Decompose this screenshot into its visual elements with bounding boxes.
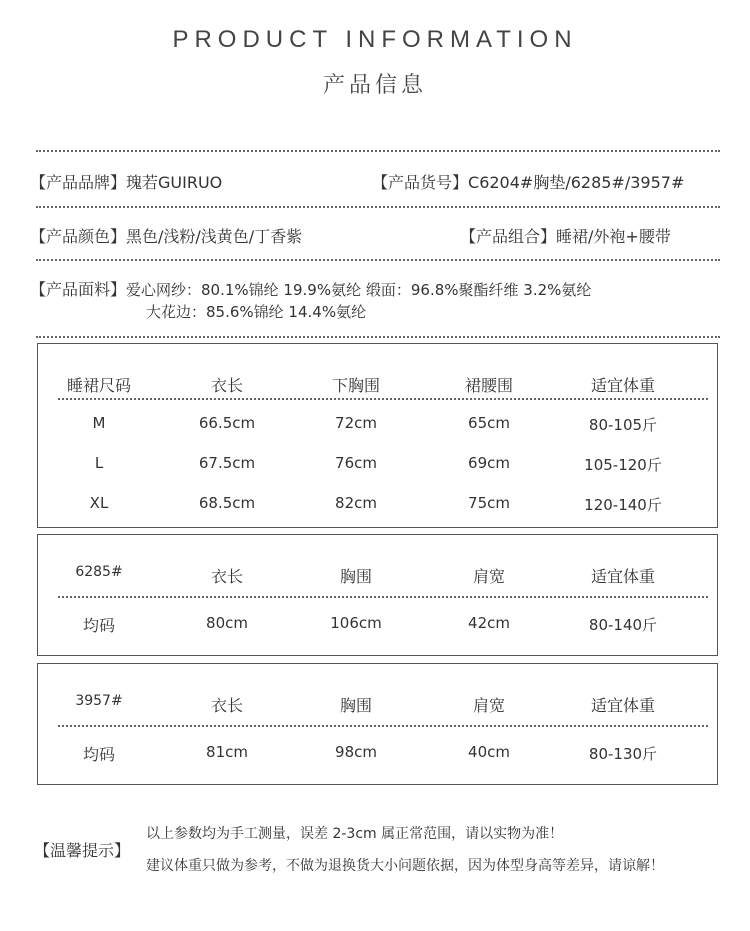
table-cell: 42cm [468, 614, 510, 632]
table-header-cell: 睡裙尺码 [66, 376, 132, 395]
table-cell: 75cm [468, 494, 510, 512]
tips-line-1: 以上参数均为手工测量，误差 2-3cm 属正常范围，请以实物为准！ [146, 826, 564, 842]
table-header-cell: 肩宽 [472, 567, 506, 586]
divider [36, 206, 720, 208]
table-cell: 68.5cm [198, 494, 256, 512]
fabric-label: 【产品面料】 [30, 280, 127, 299]
table-cell: 80-140斤 [588, 616, 658, 634]
table-header-cell: 衣长 [210, 567, 244, 586]
table-header-cell: 下胸围 [331, 376, 381, 395]
table-cell: 66.5cm [198, 414, 256, 432]
table-header-cell: 适宜体重 [590, 376, 656, 395]
table-cell: 98cm [335, 743, 377, 761]
divider [36, 259, 720, 261]
table-divider [58, 596, 708, 598]
table-header-cell: 衣长 [210, 696, 244, 715]
table-cell: 105-120斤 [584, 456, 662, 474]
color-label: 【产品颜色】 [30, 227, 127, 246]
table-cell: XL [89, 494, 109, 512]
size-table-6285 [37, 534, 718, 656]
tips-line-2: 建议体重只做为参考，不做为退换货大小问题依据，因为体型身高等差异，请谅解！ [146, 858, 664, 874]
table-header-cell: 胸围 [339, 696, 373, 715]
title-english: PRODUCT INFORMATION [172, 26, 578, 53]
table-cell: 72cm [335, 414, 377, 432]
divider [36, 336, 720, 338]
table-cell: 120-140斤 [584, 496, 662, 514]
table-header-cell: 适宜体重 [590, 567, 656, 586]
table-cell: 81cm [206, 743, 248, 761]
table-cell: 40cm [468, 743, 510, 761]
sku-label: 【产品货号】 [372, 173, 469, 192]
fabric-line-2: 大花边：85.6%锦纶 14.4%氨纶 [146, 303, 367, 321]
combo-value: 睡裙/外袍+腰带 [556, 227, 671, 246]
table-header-cell: 6285# [75, 564, 123, 580]
table-header-cell: 肩宽 [472, 696, 506, 715]
table-header-cell: 胸围 [339, 567, 373, 586]
table-cell: 均码 [82, 616, 116, 635]
table-cell: M [92, 414, 106, 432]
table-header-cell: 衣长 [210, 376, 244, 395]
table-cell: 65cm [468, 414, 510, 432]
combo-row [460, 224, 671, 247]
table-divider [58, 398, 708, 400]
table-cell: 80-130斤 [588, 745, 658, 763]
title-chinese: 产品信息 [322, 73, 427, 98]
table-cell: 82cm [335, 494, 377, 512]
sku-value: C6204#胸垫/6285#/3957# [468, 173, 685, 192]
tips-label: 【温馨提示】 [34, 841, 131, 860]
table-cell: 80-105斤 [588, 416, 658, 434]
fabric-line-1: 爱心网纱：80.1%锦纶 19.9%氨纶 缎面：96.8%聚酯纤维 3.2%氨纶 [126, 281, 592, 299]
fabric-row [30, 277, 591, 300]
color-row [30, 224, 302, 247]
brand-row [30, 170, 222, 193]
table-cell: 67.5cm [198, 454, 256, 472]
sku-row [372, 170, 684, 193]
table-header-cell: 3957# [75, 693, 123, 709]
table-cell: 106cm [330, 614, 382, 632]
brand-value: 瑰若GUIRUO [126, 173, 223, 192]
size-table-nightdress [37, 343, 718, 528]
brand-label: 【产品品牌】 [30, 173, 127, 192]
combo-label: 【产品组合】 [460, 227, 557, 246]
table-cell: 69cm [468, 454, 510, 472]
table-divider [58, 725, 708, 727]
divider [36, 150, 720, 152]
table-cell: 均码 [82, 745, 116, 764]
table-cell: 76cm [335, 454, 377, 472]
size-table-3957 [37, 663, 718, 785]
table-cell: L [94, 454, 104, 472]
table-cell: 80cm [206, 614, 248, 632]
color-value: 黑色/浅粉/浅黄色/丁香紫 [126, 227, 303, 246]
table-header-cell: 裙腰围 [464, 376, 514, 395]
table-header-cell: 适宜体重 [590, 696, 656, 715]
